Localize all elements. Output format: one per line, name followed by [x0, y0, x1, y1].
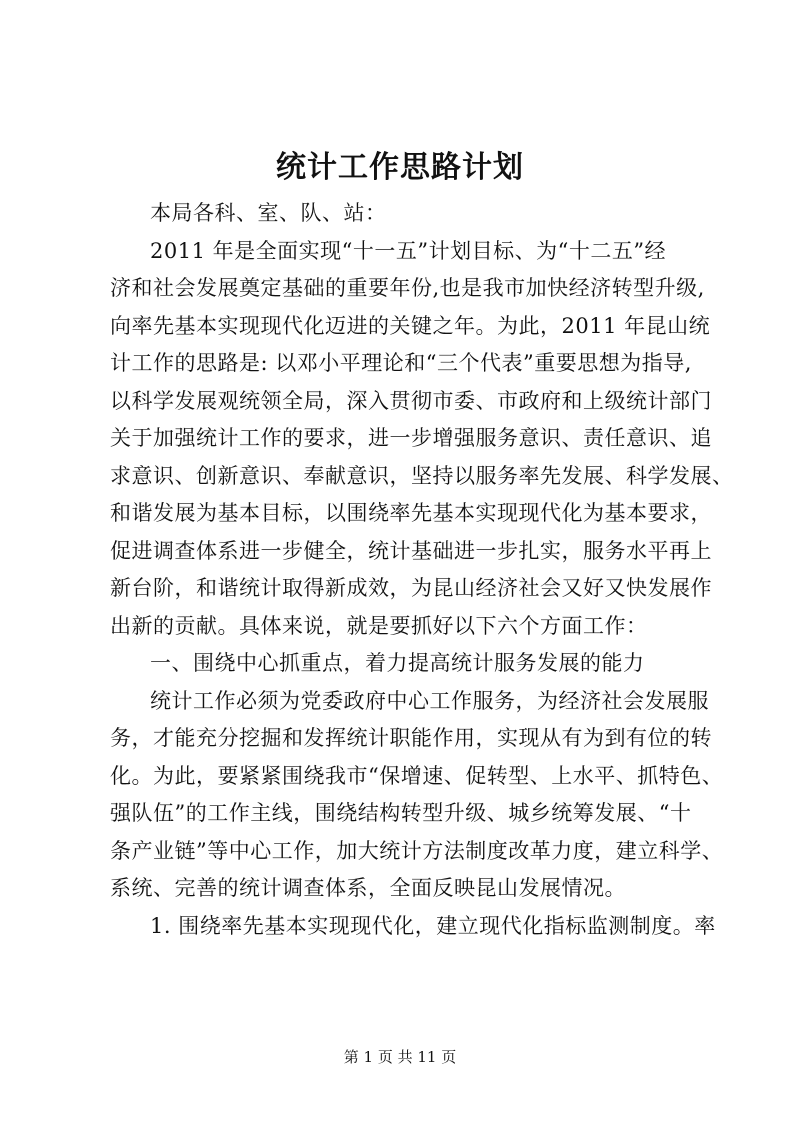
text-line: 条产业链”等中心工作，加大统计方法制度改革力度，建立科学、	[110, 839, 724, 863]
page-title: 统计工作思路计划	[276, 150, 524, 185]
text-line: 计工作的思路是: 以邓小平理论和“三个代表”重要思想为指导,	[110, 351, 692, 375]
text-line: 新台阶，和谐统计取得新成效，为昆山经济社会又好又快发展作	[110, 576, 712, 600]
text-line: 以科学发展观统领全局，深入贯彻市委、市政府和上级统计部门	[110, 389, 712, 413]
page-footer: 第 1 页 共 11 页	[343, 1048, 457, 1066]
text-line: 关于加强统计工作的要求，进一步增强服务意识、责任意识、追	[110, 426, 712, 450]
text-line: 1. 围绕率先基本实现现代化，建立现代化指标监测制度。率	[150, 914, 716, 938]
text-line: 济和社会发展奠定基础的重要年份,也是我市加快经济转型升级,	[110, 276, 705, 300]
text-line: 2011 年是全面实现“十一五”计划目标、为“十二五”经	[150, 239, 667, 263]
text-line: 务，才能充分挖掘和发挥统计职能作用，实现从有为到有位的转	[110, 726, 712, 750]
text-line: 系统、完善的统计调查体系，全面反映昆山发展情况。	[110, 876, 626, 900]
text-line-salutation: 本局各科、室、队、站：	[150, 201, 387, 225]
text-line: 向率先基本实现现代化迈进的关键之年。为此，2011 年昆山统	[110, 314, 711, 338]
text-line: 和谐发展为基本目标，以围绕率先基本实现现代化为基本要求，	[110, 501, 712, 525]
text-line: 化。为此，要紧紧围绕我市“保增速、促转型、上水平、抓特色、	[110, 764, 724, 788]
text-line: 促进调查体系进一步健全，统计基础进一步扎实，服务水平再上	[110, 539, 712, 563]
text-line: 求意识、创新意识、奉献意识，坚持以服务率先发展、科学发展、	[110, 464, 734, 488]
text-line: 出新的贡献。具体来说，就是要抓好以下六个方面工作：	[110, 614, 648, 638]
text-line: 强队伍”的工作主线，围绕结构转型升级、城乡统筹发展、“十	[110, 801, 692, 825]
text-line: 统计工作必须为党委政府中心工作服务，为经济社会发展服	[150, 689, 709, 713]
section-heading: 一、围绕中心抓重点，着力提高统计服务发展的能力	[150, 651, 645, 675]
